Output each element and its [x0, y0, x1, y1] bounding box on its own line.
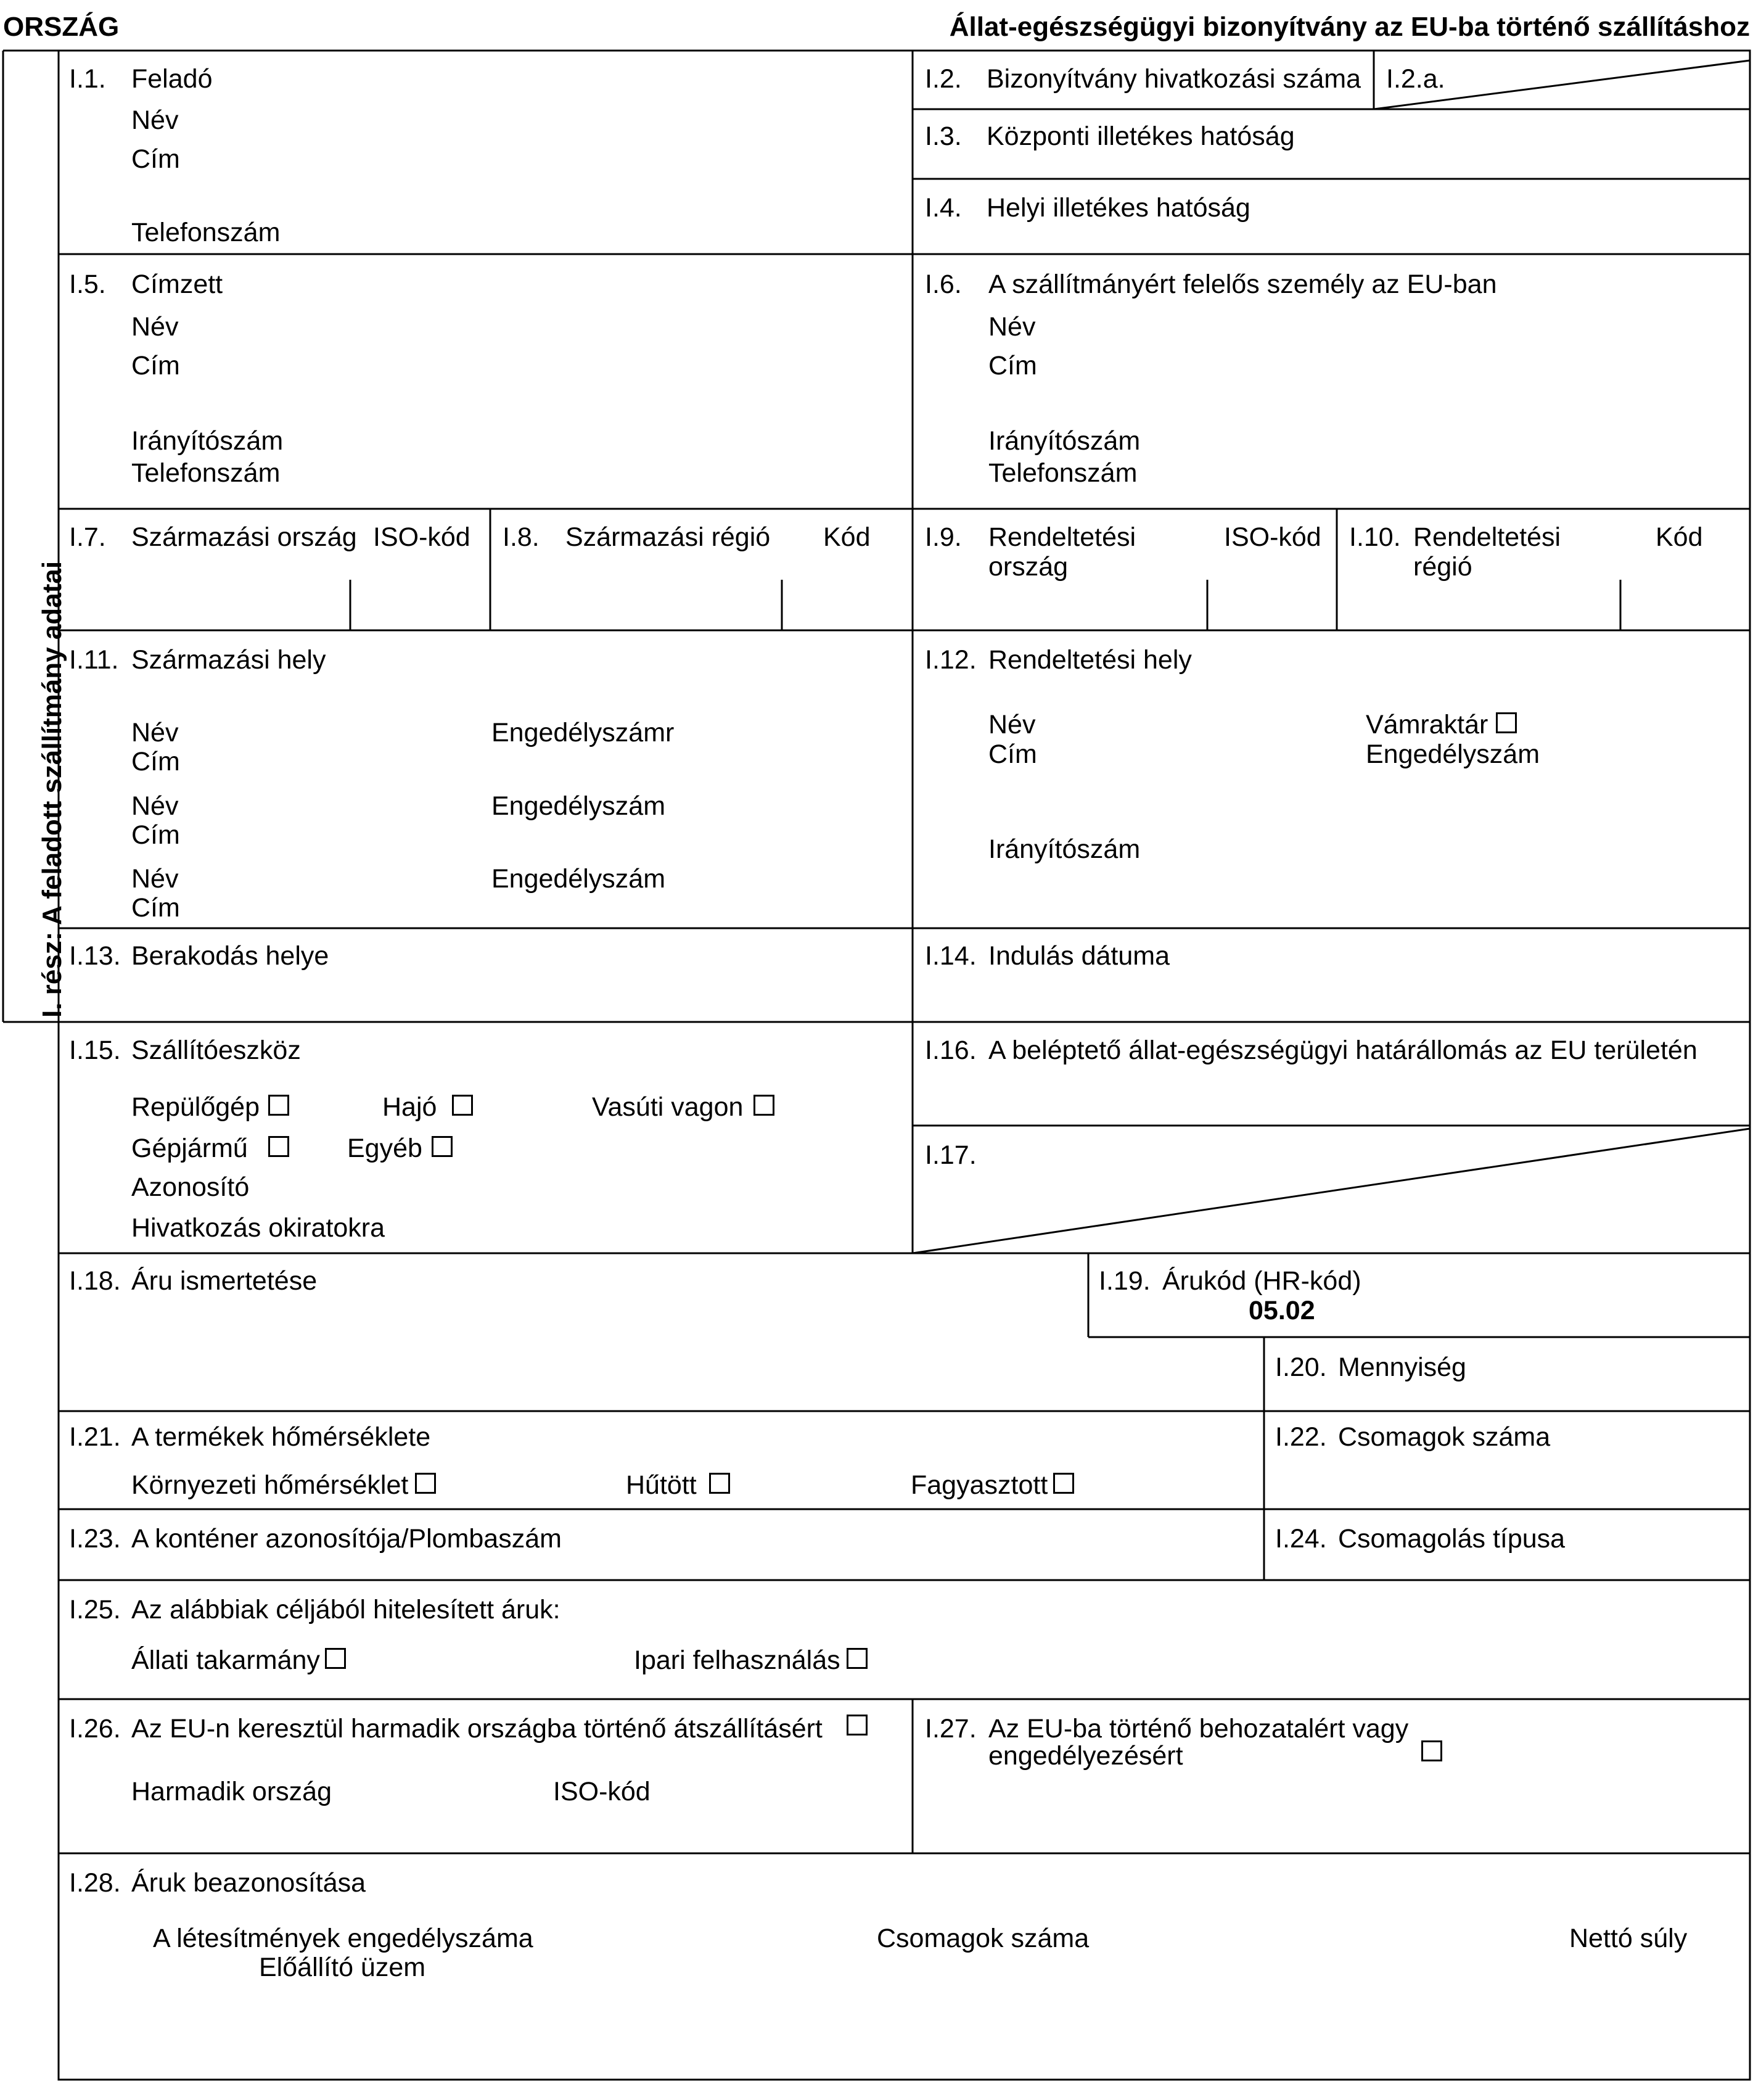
i11-name3-label: Név	[131, 864, 179, 894]
i15-rail-checkbox[interactable]	[753, 1095, 774, 1116]
i7-code-label: ISO-kód	[373, 522, 470, 552]
country-header: ORSZÁG	[3, 12, 120, 42]
i1-title: Feladó	[131, 64, 213, 94]
i6-name-label: Név	[988, 312, 1036, 342]
i1-number: I.1.	[69, 64, 106, 94]
i21-chilled-checkbox[interactable]	[709, 1473, 730, 1494]
i23-number: I.23.	[69, 1524, 121, 1554]
i20-number: I.20.	[1275, 1353, 1327, 1382]
i15-rail-label: Vasúti vagon	[592, 1092, 744, 1122]
i26-title: Az EU-n keresztül harmadik országba történő átszállításért	[131, 1714, 823, 1744]
i6-phone-label: Telefonszám	[988, 458, 1138, 488]
i15-title: Szállítóeszköz	[131, 1036, 301, 1065]
i23-title: A konténer azonosítója/Plombaszám	[131, 1524, 562, 1554]
i27-title-line2: engedélyezésért	[988, 1741, 1183, 1771]
i5-name-label: Név	[131, 312, 179, 342]
i15-ship-checkbox[interactable]	[452, 1095, 473, 1116]
i8-number: I.8.	[503, 522, 540, 552]
i25-number: I.25.	[69, 1595, 121, 1624]
i15-plane-label: Repülőgép	[131, 1092, 260, 1122]
i28-packages-label: Csomagok száma	[877, 1924, 1090, 1953]
i5-address-label: Cím	[131, 351, 180, 381]
i19-title: Árukód (HR-kód)	[1162, 1266, 1361, 1296]
i17-number: I.17.	[925, 1140, 977, 1170]
i12-customs-label: Vámraktár	[1366, 710, 1488, 739]
i6-postcode-label: Irányítószám	[988, 426, 1141, 456]
i19-number: I.19.	[1099, 1266, 1151, 1296]
i3-title: Központi illetékes hatóság	[987, 121, 1295, 151]
i11-address2-label: Cím	[131, 820, 180, 850]
i11-name2-label: Név	[131, 791, 179, 821]
i21-ambient-checkbox[interactable]	[415, 1473, 436, 1494]
i24-title: Csomagolás típusa	[1338, 1524, 1566, 1554]
i26-third-country-label: Harmadik ország	[131, 1777, 332, 1806]
i21-chilled-label: Hűtött	[626, 1470, 697, 1500]
i8-code-label: Kód	[823, 522, 871, 552]
i28-approval-label: A létesítmények engedélyszáma	[153, 1924, 533, 1953]
i10-title-line1: Rendeltetési	[1413, 522, 1561, 552]
i11-approval1-label: Engedélyszámr	[491, 718, 675, 747]
i22-title: Csomagok száma	[1338, 1422, 1551, 1452]
i14-number: I.14.	[925, 941, 977, 971]
i5-phone-label: Telefonszám	[131, 458, 281, 488]
i28-title: Áruk beazonosítása	[131, 1868, 366, 1898]
i15-ship-label: Hajó	[382, 1092, 437, 1122]
i10-code-label: Kód	[1656, 522, 1703, 552]
i5-title: Címzett	[131, 270, 223, 299]
i15-vehicle-checkbox[interactable]	[268, 1136, 289, 1157]
i13-title: Berakodás helye	[131, 941, 329, 971]
i12-number: I.12.	[925, 645, 977, 675]
i10-number: I.10.	[1349, 522, 1401, 552]
i8-title: Származási régió	[565, 522, 771, 552]
i21-title: A termékek hőmérséklete	[131, 1422, 431, 1452]
i11-address3-label: Cím	[131, 893, 180, 923]
i9-number: I.9.	[925, 522, 962, 552]
i15-docref-label: Hivatkozás okiratokra	[131, 1213, 385, 1243]
i11-title: Származási hely	[131, 645, 326, 675]
i11-approval3-label: Engedélyszám	[491, 864, 666, 894]
i26-checkbox[interactable]	[847, 1715, 868, 1736]
i7-title: Származási ország	[131, 522, 357, 552]
i18-number: I.18.	[69, 1266, 121, 1296]
i5-number: I.5.	[69, 270, 106, 299]
i25-feed-checkbox[interactable]	[325, 1648, 346, 1669]
i25-industrial-checkbox[interactable]	[847, 1648, 868, 1669]
i12-approval-label: Engedélyszám	[1366, 739, 1540, 769]
i12-customs-checkbox[interactable]	[1496, 712, 1517, 733]
i15-plane-checkbox[interactable]	[268, 1095, 289, 1116]
i7-number: I.7.	[69, 522, 106, 552]
i15-identification-label: Azonosító	[131, 1172, 250, 1202]
i27-number: I.27.	[925, 1714, 977, 1744]
i2-title: Bizonyítvány hivatkozási száma	[987, 64, 1361, 94]
i15-vehicle-label: Gépjármű	[131, 1134, 248, 1163]
section-side-label: I. rész: A feladott szállítmány adatai	[37, 561, 67, 1018]
i21-number: I.21.	[69, 1422, 121, 1452]
i11-address1-label: Cím	[131, 747, 180, 776]
i26-number: I.26.	[69, 1714, 121, 1744]
i21-frozen-checkbox[interactable]	[1053, 1473, 1074, 1494]
i25-title: Az alábbiak céljából hitelesített áruk:	[131, 1595, 560, 1624]
i1-phone-label: Telefonszám	[131, 218, 281, 247]
i2a-number: I.2.a.	[1386, 64, 1445, 94]
i10-title-line2: régió	[1413, 552, 1472, 582]
i11-number: I.11.	[69, 645, 119, 675]
i16-title: A beléptető állat-egészségügyi határállomás az EU területén	[988, 1036, 1698, 1065]
i6-address-label: Cím	[988, 351, 1037, 381]
i25-feed-label: Állati takarmány	[131, 1645, 320, 1675]
i4-number: I.4.	[925, 193, 962, 223]
i6-number: I.6.	[925, 270, 962, 299]
i28-number: I.28.	[69, 1868, 121, 1898]
i27-title-line1: Az EU-ba történő behozatalért vagy	[988, 1714, 1409, 1744]
i21-ambient-label: Környezeti hőmérséklet	[131, 1470, 409, 1500]
i15-other-checkbox[interactable]	[432, 1136, 453, 1157]
i12-address-label: Cím	[988, 739, 1037, 769]
i27-checkbox[interactable]	[1421, 1740, 1442, 1761]
i9-code-label: ISO-kód	[1224, 522, 1321, 552]
i16-number: I.16.	[925, 1036, 977, 1065]
i5-postcode-label: Irányítószám	[131, 426, 284, 456]
i4-title: Helyi illetékes hatóság	[987, 193, 1250, 223]
i19-hs-code: 05.02	[1249, 1296, 1315, 1325]
i28-plant-label: Előállító üzem	[259, 1953, 426, 1982]
i21-frozen-label: Fagyasztott	[911, 1470, 1048, 1500]
i12-title: Rendeltetési hely	[988, 645, 1192, 675]
i26-iso-label: ISO-kód	[553, 1777, 651, 1806]
i9-title-line2: ország	[988, 552, 1069, 582]
i9-title-line1: Rendeltetési	[988, 522, 1136, 552]
i15-number: I.15.	[69, 1036, 121, 1065]
i6-title: A szállítmányért felelős személy az EU-ban	[988, 270, 1497, 299]
i3-number: I.3.	[925, 121, 962, 151]
i13-number: I.13.	[69, 941, 121, 971]
i12-postcode-label: Irányítószám	[988, 834, 1141, 864]
i18-title: Áru ismertetése	[131, 1266, 318, 1296]
i22-number: I.22.	[1275, 1422, 1327, 1452]
i12-name-label: Név	[988, 710, 1036, 739]
i25-industrial-label: Ipari felhasználás	[634, 1645, 840, 1675]
certificate-title: Állat-egészségügyi bizonyítvány az EU-ba történő szállításhoz	[949, 12, 1750, 42]
i11-name1-label: Név	[131, 718, 179, 747]
i20-title: Mennyiség	[1338, 1353, 1466, 1382]
i2-number: I.2.	[925, 64, 962, 94]
i11-approval2-label: Engedélyszám	[491, 791, 666, 821]
i14-title: Indulás dátuma	[988, 941, 1170, 971]
i15-other-label: Egyéb	[347, 1134, 422, 1163]
i24-number: I.24.	[1275, 1524, 1327, 1554]
i1-name-label: Név	[131, 105, 179, 135]
i1-address-label: Cím	[131, 144, 180, 174]
i28-net-weight-label: Nettó súly	[1569, 1924, 1688, 1953]
